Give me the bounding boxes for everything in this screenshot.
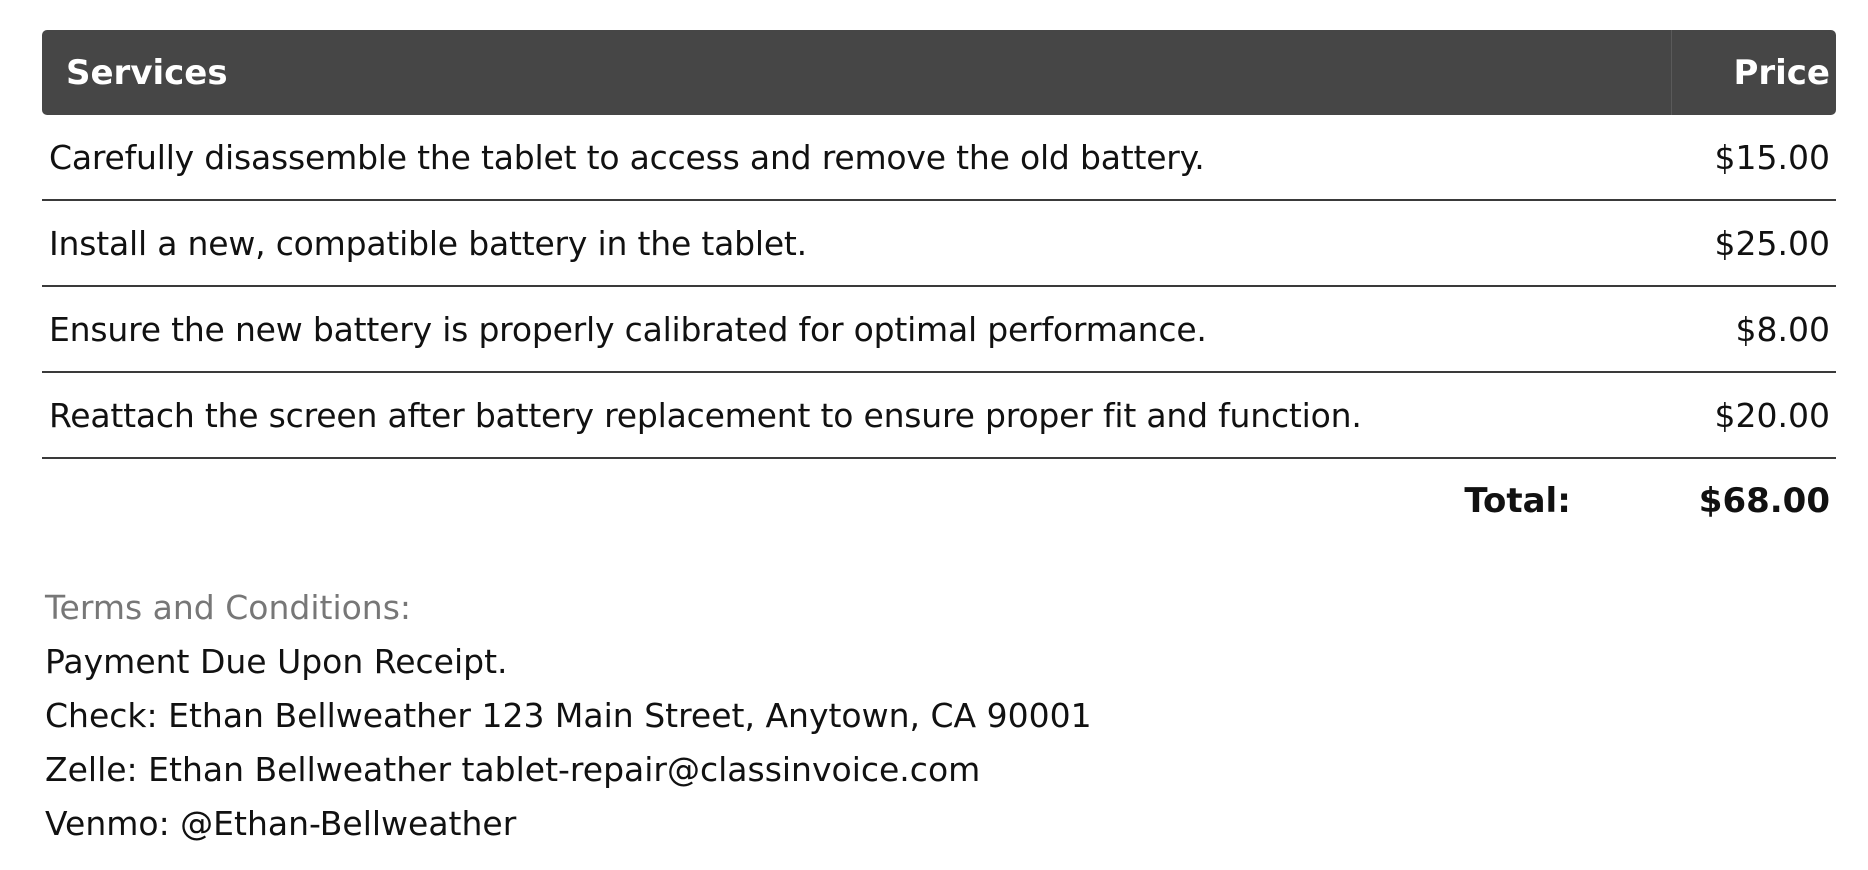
- terms-payment-due: Payment Due Upon Receipt.: [45, 642, 508, 681]
- service-price: $20.00: [1714, 395, 1830, 435]
- terms-check-info: Check: Ethan Bellweather 123 Main Street, Anytown, CA 90001: [45, 696, 1092, 735]
- terms-and-conditions: [42, 581, 1836, 851]
- service-price: $8.00: [1735, 309, 1830, 349]
- service-description: Reattach the screen after battery replacement to ensure proper fit and function.: [49, 395, 1362, 435]
- service-description: Install a new, compatible battery in the tablet.: [49, 223, 807, 263]
- services-column-header: Services: [66, 52, 228, 93]
- service-price: $25.00: [1714, 223, 1830, 263]
- total-amount: $68.00: [1698, 481, 1830, 521]
- services-table-header: [42, 30, 1836, 115]
- service-description: Carefully disassemble the tablet to access and remove the old battery.: [49, 137, 1205, 177]
- table-row: [42, 201, 1836, 287]
- service-description: Ensure the new battery is properly calibrated for optimal performance.: [49, 309, 1207, 349]
- price-column-header: Price: [1733, 52, 1830, 93]
- table-row: [42, 287, 1836, 373]
- total-label: Total:: [1464, 481, 1571, 521]
- terms-zelle-info: Zelle: Ethan Bellweather tablet-repair@classinvoice.com: [45, 750, 981, 789]
- table-row: [42, 373, 1836, 459]
- terms-heading: Terms and Conditions:: [45, 588, 412, 627]
- total-row: [42, 459, 1836, 543]
- invoice-services-section: [42, 30, 1836, 851]
- table-row: [42, 115, 1836, 201]
- service-price: $15.00: [1714, 137, 1830, 177]
- terms-venmo-info: Venmo: @Ethan-Bellweather: [45, 804, 517, 843]
